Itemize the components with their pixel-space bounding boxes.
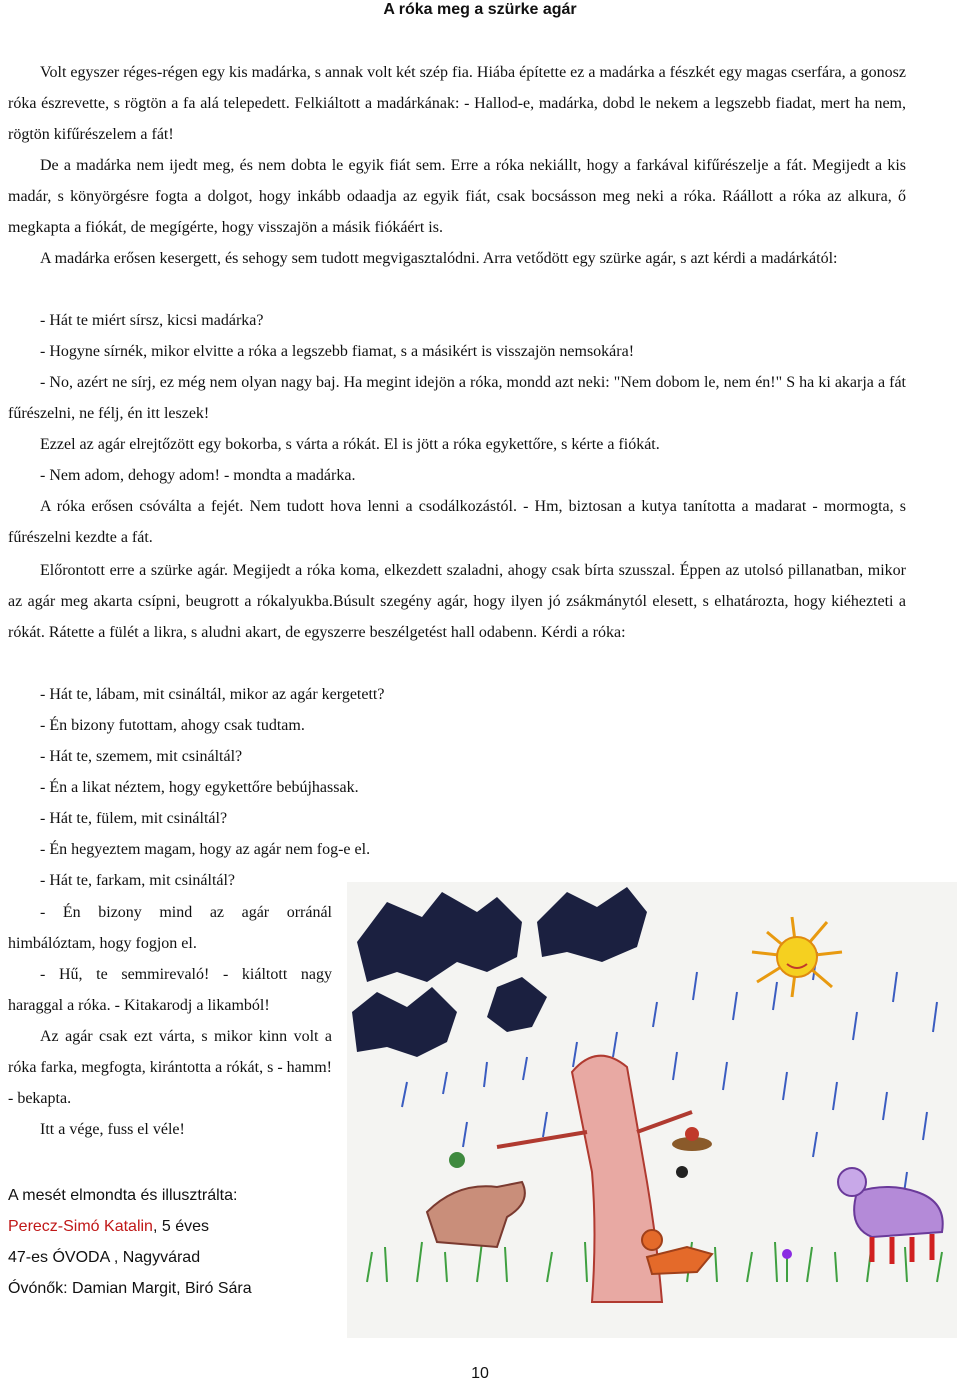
paragraph-7: Ezzel az agár elrejtőzött egy bokorba, s várta a rókát. El is jött a róka egykettőre, s kérte a fiókát. bbox=[40, 436, 660, 453]
small-black-animal bbox=[676, 1166, 688, 1178]
paragraph-2: De a madárka nem ijedt meg, és nem dobta le egyik fiát sem. Erre a róka nekiállt, hogy a farkával kifűrészelje a fát. Megijedt a kis madár, s könyörgésre fogta a dolgot, hogy inkább odaadja az egyik fiát, csak bocsásson meg neki a róka. Ráállott a róka az alkura, ő megkapta a fiókát, de megígérte, hogy visszajön a másik fiókáért is. bbox=[8, 157, 906, 236]
paragraph-20: Az agár csak ezt várta, s mikor kinn volt a róka farka, megfogta, kirántotta a rókát, s - hamm! - bekapta. bbox=[8, 1028, 332, 1107]
paragraph-4: - Hát te miért sírsz, kicsi madárka? bbox=[40, 312, 264, 329]
author-age: , 5 éves bbox=[152, 1218, 209, 1235]
paragraph-11: - Hát te, lábam, mit csináltál, mikor az agár kergetett? bbox=[40, 686, 385, 703]
child-drawing-illustration bbox=[347, 882, 957, 1338]
credits-intro: A mesét elmondta és illusztrálta: bbox=[8, 1187, 238, 1204]
paragraph-3: A madárka erősen kesergett, és sehogy sem tudott megvigasztalódni. Arra vetődött egy szürke agár, s azt kérdi a madárkától: bbox=[40, 250, 838, 267]
paragraph-1: Volt egyszer réges-régen egy kis madárka, s annak volt két szép fia. Hiába építette ez a madárka a fészkét egy magas cserfára, a gonosz róka észrevette, s rögtön a fa alá telepedett. Felkiáltott a madárkának: - Hallod-e, madárka, dobd le nekem a legszebb fiadat, mert ha nem, rögtön kifűrészelem a fát! bbox=[8, 64, 906, 143]
paragraph-9: A róka erősen csóválta a fejét. Nem tudott hova lenni a csodálkozástól. - Hm, biztosan a kutya tanította a madarat - mormogta, s fűrészelni kezdte a fát. bbox=[8, 498, 906, 546]
paragraph-18: - Én bizony mind az agár orránál himbálóztam, hogy fogjon el. bbox=[8, 904, 332, 952]
paragraph-12: - Én bizony futottam, ahogy csak tudtam. bbox=[40, 717, 305, 734]
credits bbox=[8, 1180, 252, 1304]
paragraph-15: - Hát te, fülem, mit csináltál? bbox=[40, 810, 228, 827]
paragraph-6: - No, azért ne sírj, ez még nem olyan nagy baj. Ha megint idejön a róka, mondd azt neki: "Nem dobom le, nem én!" S ha ki akarja a fát fűrészelni, ne félj, én itt leszek! bbox=[8, 374, 906, 422]
paragraph-10: Előrontott erre a szürke agár. Megijedt a róka koma, elkezdett szaladni, ahogy csak bírta szusszal. Éppen az utolsó pillanatban, mikor az agár meg akarta csípni, beugrott a rókalyukba.Búsult szegény agár, hogy ilyen jó zsákmánytól elesett, s elhatározta, hogy kiéhezteti a rókát. Rátette a fülét a likra, s aludni akart, de egyszerre beszélgetést hall odabenn. Kérdi a róka: bbox=[8, 562, 906, 641]
paragraph-17: - Hát te, farkam, mit csináltál? bbox=[40, 872, 236, 889]
paragraph-16: - Én hegyeztem magam, hogy az agár nem fog-e el. bbox=[40, 841, 371, 858]
paragraph-21: Itt a vége, fuss el véle! bbox=[40, 1121, 185, 1138]
page-title: A róka meg a szürke agár bbox=[383, 1, 577, 18]
paragraph-5: - Hogyne sírnék, mikor elvitte a róka a legszebb fiamat, s a másikért is visszajön nemsokára! bbox=[40, 343, 635, 360]
paragraph-14: - Én a likat néztem, hogy egykettőre bebújhassak. bbox=[40, 779, 359, 796]
credits-teachers: Óvónők: Damian Margit, Biró Sára bbox=[8, 1280, 252, 1297]
paragraph-13: - Hát te, szemem, mit csináltál? bbox=[40, 748, 243, 765]
credits-author bbox=[8, 1211, 252, 1242]
page-number: 10 bbox=[471, 1365, 489, 1382]
credits-kindergarten: 47-es ÓVODA , Nagyvárad bbox=[8, 1249, 201, 1266]
author-name: Perecz-Simó Katalin bbox=[8, 1218, 153, 1235]
paragraph-8: - Nem adom, dehogy adom! - mondta a madárka. bbox=[40, 467, 356, 484]
paragraph-19: - Hű, te semmirevaló! - kiáltott nagy haraggal a róka. - Kitakarodj a likamból! bbox=[8, 966, 332, 1014]
